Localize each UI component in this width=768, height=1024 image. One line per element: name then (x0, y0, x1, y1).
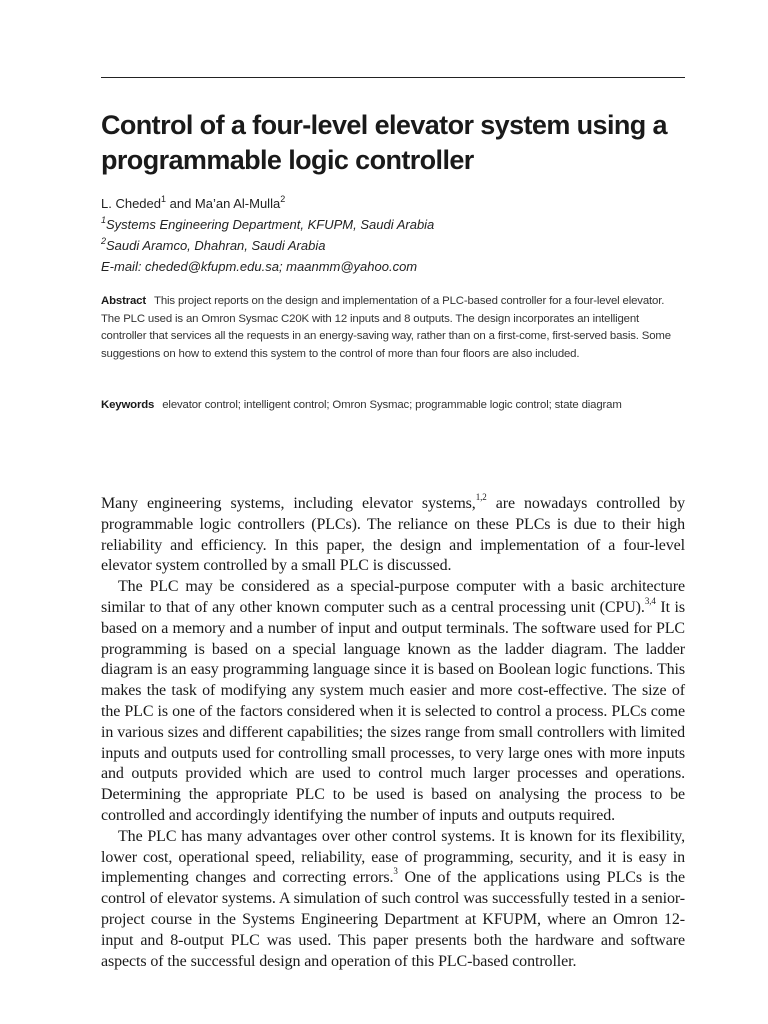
header-rule (101, 77, 685, 78)
paragraph-3-text-a: The PLC has many advantages over other control systems. It is known for its flexibility, lower cost, operational speed, reliability, ease of programming, security, and it is easy in implementing changes and correcting errors. (101, 827, 685, 887)
abstract (101, 293, 685, 363)
affiliation-2 (101, 235, 701, 256)
author-block (101, 193, 701, 277)
keywords (101, 397, 685, 415)
paragraph-1 (101, 491, 686, 577)
affiliation-2-text: Saudi Aramco, Dhahran, Saudi Arabia (106, 238, 326, 253)
author-names (101, 193, 701, 214)
paragraph-1-text-b: are nowadays controlled by programmable logic controllers (PLCs). The reliance on these PLCs is due to their high reliability and efficiency. In this paper, the design and implementation of a four-level elevator system controlled by a small PLC is discussed. (101, 495, 686, 575)
citation-3: 3 (393, 866, 398, 877)
paragraph-2-text-b: It is based on a memory and a number of input and output terminals. The software used for PLC programming is based on a special language known as the ladder diagram. The ladder diagram is an easy programming language since it is based on Boolean logic functions. This makes the task of modifying any system much easier and more cost-effective. The size of the PLC is one of the factors considered when it is selected to control a process. PLCs come in various sizes and different capabilities; the sizes range from small controllers with limited inputs and outputs used for controlling small processes, to very large ones with more inputs and outputs provided which are used to control much larger processes and operations. Determining the appropriate PLC to be used is based on analysing the process to be controlled and accordingly identifying the number of inputs and outputs required. (101, 598, 685, 824)
body-text (101, 491, 686, 972)
paper-title: Control of a four-level elevator system using a programmable logic controller (101, 110, 667, 175)
affiliation-marker-1: 1 (161, 193, 167, 204)
author-name-1: L. Cheded (101, 196, 161, 211)
paragraph-3-text-b: One of the applications using PLCs is the control of elevator systems. A simulation of such control was successfully tested in a senior-project course in the Systems Engineering Department at KFUPM, where an Omron 12-input and 8-output PLC was used. This paper presents both the hardware and software aspects of the successful design and operation of this PLC-based controller. (101, 869, 686, 970)
abstract-label: Abstract (101, 295, 147, 307)
keywords-label: Keywords (101, 399, 155, 411)
paragraph-2-text-a: The PLC may be considered as a special-purpose computer with a basic architecture similar to that of any other known computer such as a central processing unit (CPU). (101, 578, 685, 616)
affiliation-1 (101, 214, 701, 235)
abstract-text: This project reports on the design and implementation of a PLC-based controller for a four-level elevator. The PLC used is an Omron Sysmac C20K with 12 inputs and 8 outputs. The design incorporates an intelligent controller that services all the requests in an energy-saving way, rather than on a first-come, first-served basis. Some suggestions on how to extend this system to the control of more than four floors are also included. (101, 295, 671, 360)
citation-3-4: 3,4 (644, 595, 656, 606)
affiliation-1-text: Systems Engineering Department, KFUPM, Saudi Arabia (106, 217, 435, 232)
author-name-2: and Ma’an Al-Mulla (166, 196, 281, 211)
author-email: E-mail: cheded@kfupm.edu.sa; maanmm@yahoo.com (101, 259, 418, 274)
affiliation-marker-2: 2 (280, 193, 286, 204)
paragraph-3 (101, 827, 685, 973)
paragraph-1-text-a: Many engineering systems, including elevator systems, (101, 495, 476, 512)
affiliation-1-marker: 1 (101, 214, 107, 225)
affiliation-2-marker: 2 (101, 235, 107, 246)
paragraph-2 (101, 577, 685, 827)
keywords-text: elevator control; intelligent control; Omron Sysmac; programmable logic control; state diagram (162, 399, 622, 411)
citation-1-2: 1,2 (475, 491, 487, 502)
